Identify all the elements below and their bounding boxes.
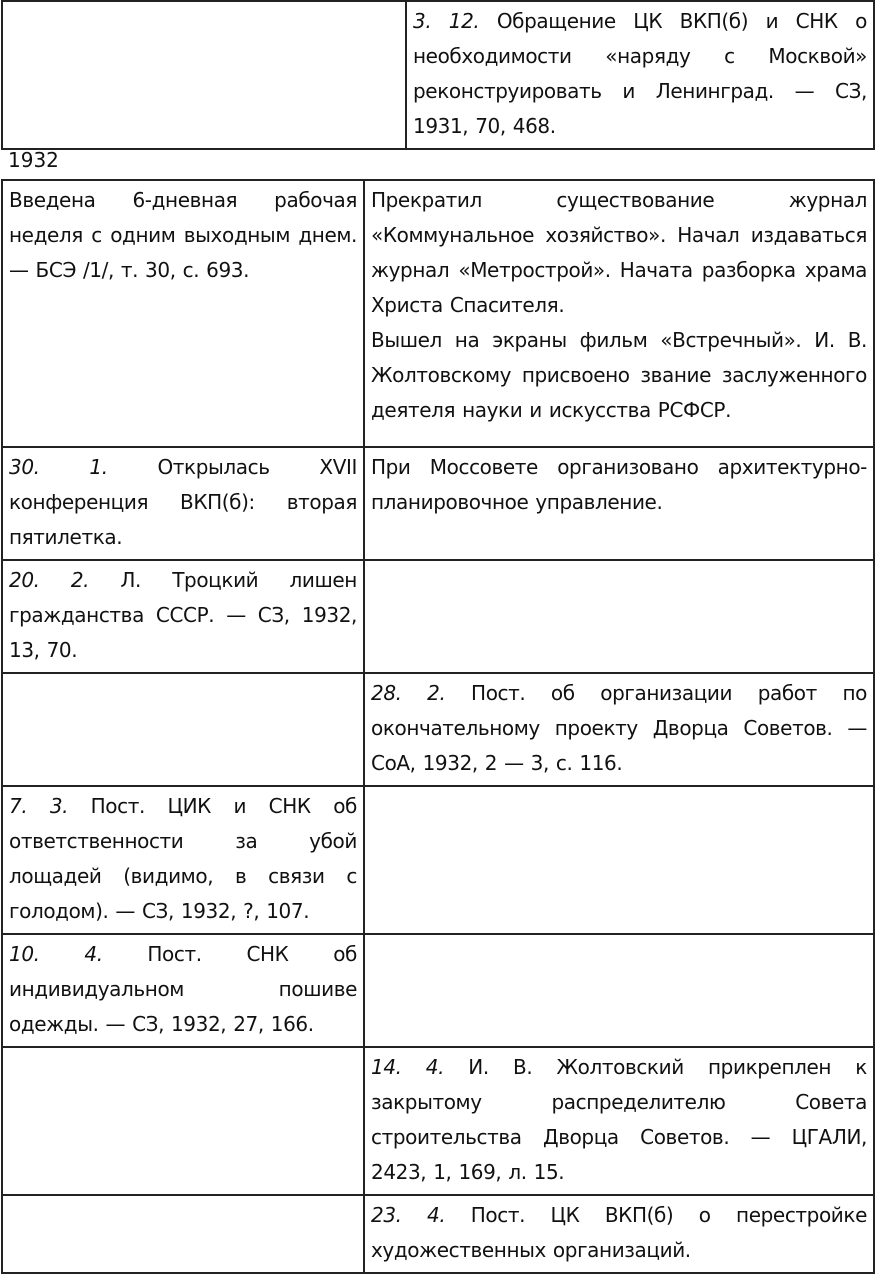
chronology-table-1932 [1,179,875,1274]
year-heading: 1932 [8,148,59,172]
events-cell [2,1047,364,1195]
table-row [2,1047,874,1195]
entry-text: При Моссовете организовано архитектурно-планировочное управление. [371,455,867,514]
events-cell [2,673,364,786]
table-row [2,560,874,673]
chronology-table-1931 [1,0,875,150]
entry-date: 30. 1. [9,455,108,479]
entry-text: Пост. СНК об индивидуальном пошиве одежды. — СЗ, 1932, 27, 166. [9,942,357,1036]
entry-text: И. В. Жолтовский прикреплен к закрытому распределителю Совета строительства Дворца Советов. — ЦГАЛИ, 2423, 1, 169, л. 15. [371,1055,867,1184]
table-row [2,1,874,149]
entry-date: 14. 4. [371,1055,445,1079]
table-row [2,673,874,786]
table-row [2,1195,874,1273]
entry-text: Пост. ЦИК и СНК об ответственности за убой лощадей (видимо, в связи с голодом). — СЗ, 1932, ?, 107. [9,794,357,923]
events-cell [2,934,364,1047]
entry-date: 28. 2. [371,681,446,705]
events-cell [2,560,364,673]
entry-text: Открылась XVII конференция ВКП(б): вторая пятилетка. [9,455,357,549]
events-cell [2,180,364,447]
entry-paragraph: Вышел на экраны фильм «Встречный». И. В. Жолтовскому присвоено звание заслуженного деятеля науки и искусства РСФСР. [371,328,867,422]
entry-text: Введена 6-дневная рабочая неделя с одним выходным днем. — БСЭ /1/, т. 30, с. 693. [9,188,357,282]
entry-text: Л. Троцкий лишен гражданства СССР. — СЗ, 1932, 13, 70. [9,568,357,662]
events-cell [2,786,364,934]
culture-cell [364,673,874,786]
culture-cell [364,560,874,673]
events-cell [2,1195,364,1273]
entry-date: 23. 4. [371,1203,446,1227]
table-row [2,180,874,447]
entry-text: Пост. об организации работ по окончательному проекту Дворца Советов. — СоА, 1932, 2 — 3, с. 116. [371,681,867,775]
entry-date: 7. 3. [9,794,69,818]
culture-cell [364,180,874,447]
entry-date: 3. 12. [413,9,480,33]
entry-text: Пост. ЦК ВКП(б) о перестройке художественных организаций. [371,1203,867,1262]
events-cell [2,447,364,560]
table-row [2,447,874,560]
culture-cell [406,1,874,149]
entry-date: 10. 4. [9,942,103,966]
entry-text: Обращение ЦК ВКП(б) и СНК о необходимости «наряду с Москвой» реконструировать и Ленинград. — СЗ, 1931, 70, 468. [413,9,867,138]
entry-paragraph: Прекратил существование журнал «Коммунальное хозяйство». Начал издаваться журнал «Метрострой». Начата разборка храма Христа Спасителя. [371,188,867,317]
culture-cell [364,786,874,934]
events-cell [2,1,406,149]
table-row [2,934,874,1047]
entry-date: 20. 2. [9,568,90,592]
table-row [2,786,874,934]
culture-cell [364,1195,874,1273]
culture-cell [364,1047,874,1195]
culture-cell [364,934,874,1047]
culture-cell [364,447,874,560]
